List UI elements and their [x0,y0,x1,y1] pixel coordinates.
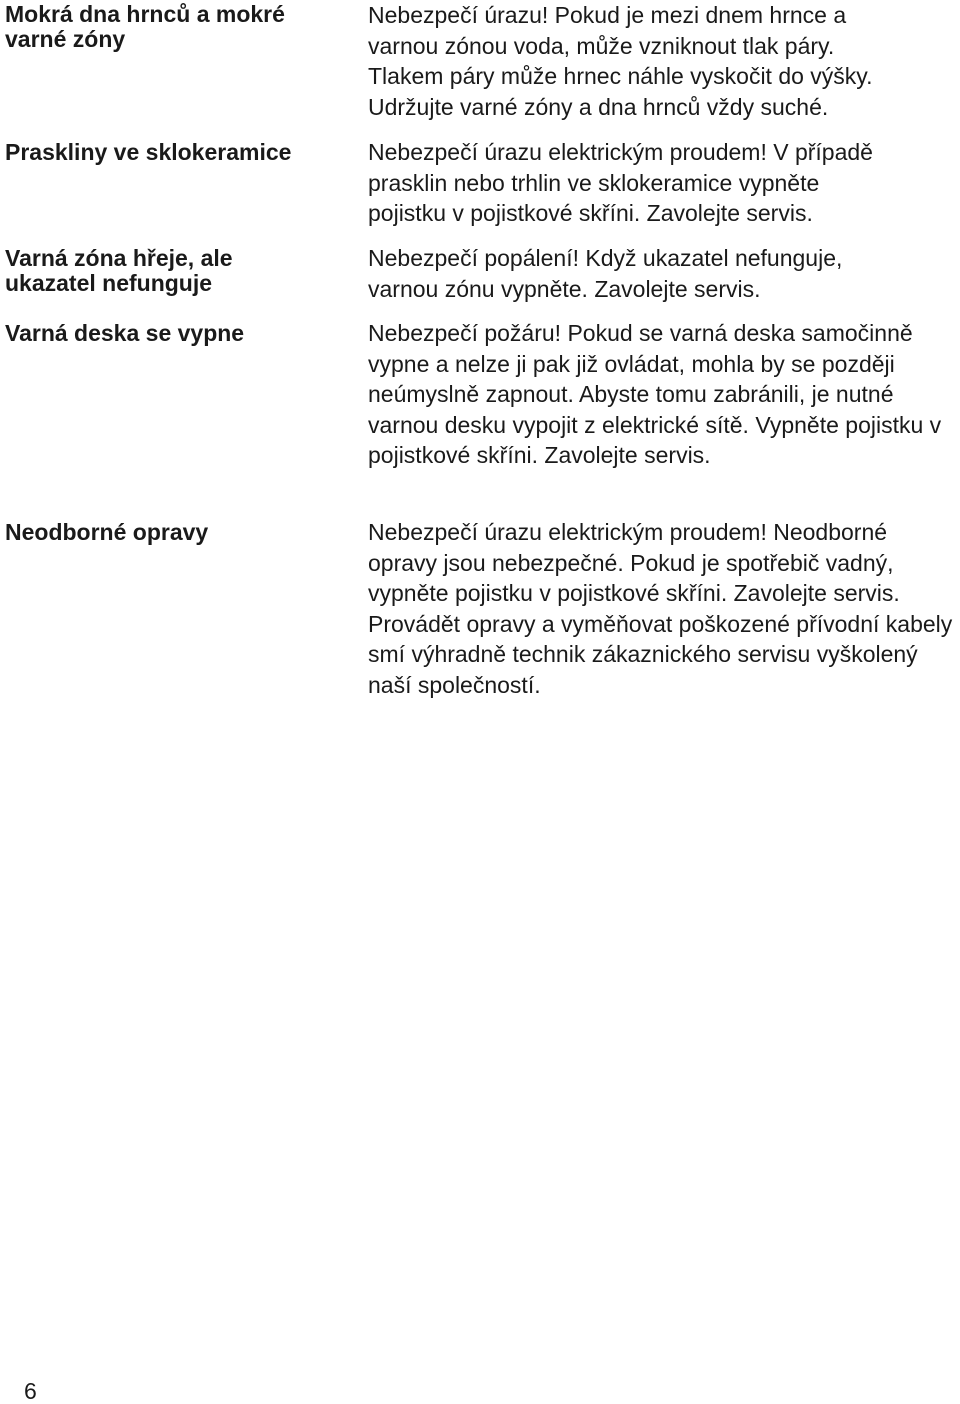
section-heading-cracks: Praskliny ve sklokeramice [5,139,292,165]
section-text-switch-off: Nebezpečí požáru! Pokud se varná deska samočinně vypne a nelze ji pak již ovládat, mohla by se později neúmyslně zapnout. Abyste tomu zabránili, je nutné varnou desku vypojit z elektrické sítě. Vypněte pojistku v pojistkové skříni. Zavolejte servis. [368,320,942,468]
section-heading-repairs: Neodborné opravy [5,519,209,545]
section-text-indicator: Nebezpečí popálení! Když ukazatel nefunguje, varnou zónu vypněte. Zavolejte servis. [368,245,843,302]
section-text-repairs: Nebezpečí úrazu elektrickým proudem! Neodborné opravy jsou nebezpečné. Pokud je spotřebič vadný, vypněte pojistku v pojistkové skříni. Zavolejte servis. Provádět opravy a vyměňovat poškozené přívodní kabely smí výhradně technik zákaznického servisu vyškolený naší společností. [368,519,953,698]
page-number: 6 [24,1378,37,1404]
section-heading-switch-off: Varná deska se vypne [5,320,245,346]
section-heading-wet-pots: Mokrá dna hrnců a mokré varné zóny [5,1,285,52]
section-text-wet-pots: Nebezpečí úrazu! Pokud je mezi dnem hrnce a varnou zónou voda, může vzniknout tlak páry. Tlakem páry může hrnec náhle vyskočit do výšky. Udržujte varné zóny a dna hrnců vždy suché. [368,2,873,120]
section-text-cracks: Nebezpečí úrazu elektrickým proudem! V případě prasklin nebo trhlin ve sklokeramice vypněte pojistku v pojistkové skříni. Zavolejte servis. [368,139,873,226]
section-heading-indicator: Varná zóna hřeje, ale ukazatel nefunguje [5,245,233,296]
